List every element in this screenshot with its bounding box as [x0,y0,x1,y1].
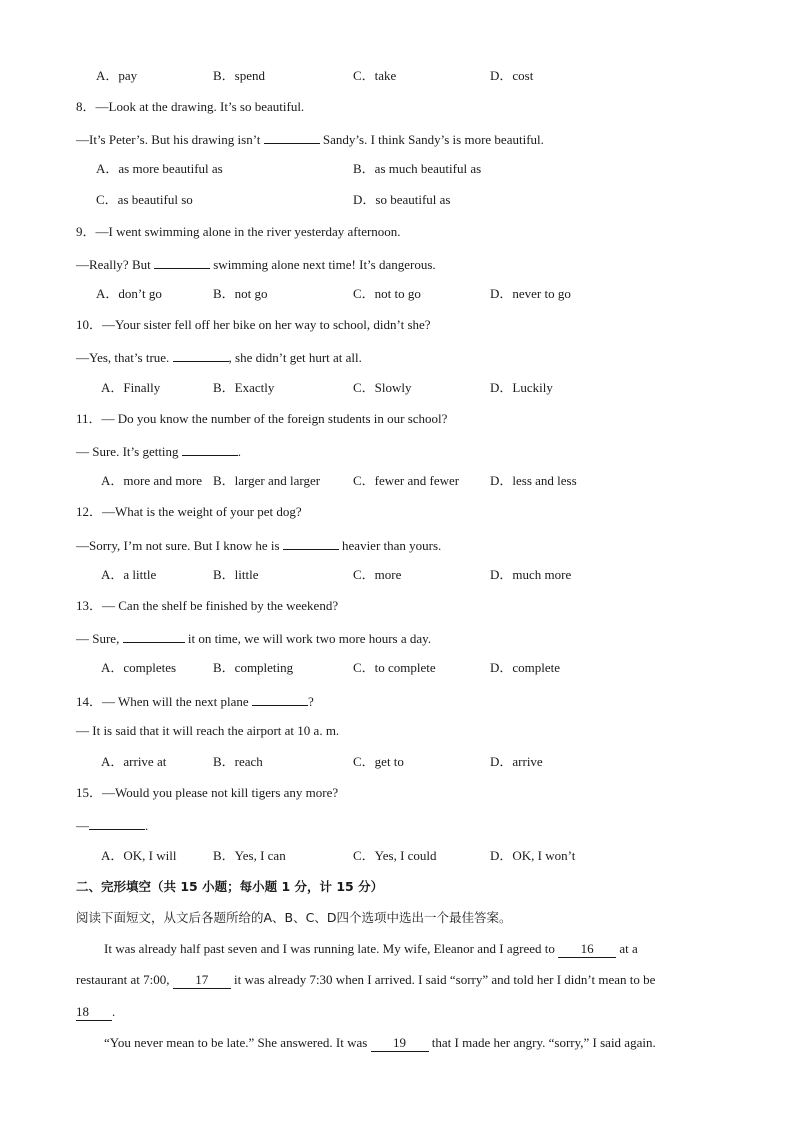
q8-options-row1 [0,160,794,178]
q14-option-d[interactable]: D．arrive [490,754,543,769]
q13-response-end: it on time, we will work two more hours a day. [184,631,432,646]
q13-option-c[interactable]: C．to complete [353,660,436,675]
q8-option-b[interactable]: B．as much beautiful as [353,161,482,176]
blank-16[interactable]: 16 [558,941,616,958]
blank-18[interactable]: 18 [76,1004,112,1021]
q15-question: 15．—Would you please not kill tigers any more? [76,785,339,800]
q15-response [76,815,148,835]
q12-option-c[interactable]: C．more [353,567,402,582]
q14-response: — It is said that it will reach the airport at 10 a. m. [76,723,340,738]
q8-option-c[interactable]: C．as beautiful so [96,192,193,207]
passage-text: . [112,1004,116,1019]
passage-text: at a [616,941,638,956]
q9-blank [154,254,210,269]
q8-response-end: Sandy’s. I think Sandy’s is more beautiful. [319,132,544,147]
q9-response [76,254,436,274]
q8-options-row2 [0,191,794,209]
q11-option-c[interactable]: C．fewer and fewer [353,473,460,488]
q9-question: 9．—I went swimming alone in the river yesterday afternoon. [76,224,401,239]
q13-response [76,628,431,648]
q12-option-d[interactable]: D．much more [490,567,572,582]
q10-blank [173,347,229,362]
q11-blank [182,441,238,456]
passage-text: It was already half past seven and I was running late. My wife, Eleanor and I agreed to [104,941,559,956]
q14-blank [252,691,308,706]
passage-line-1 [104,940,638,958]
section-heading: 二、完形填空（共 15 小题；每小题 1 分，计 15 分） [76,879,384,894]
passage-text: that I made her angry. “sorry,” I said again. [428,1035,656,1050]
q13-blank [123,628,185,643]
q15-option-c[interactable]: C．Yes, I could [353,848,437,863]
q8-question: 8．—Look at the drawing. It’s so beautiful. [76,99,305,114]
q11-question: 11．— Do you know the number of the foreign students in our school? [76,411,448,426]
q10-option-b[interactable]: B．Exactly [213,380,275,395]
q13-options [0,659,794,677]
q8-option-a[interactable]: A．as more beautiful as [96,161,223,176]
q9-option-b[interactable]: B．not go [213,286,268,301]
q13-option-d[interactable]: D．complete [490,660,561,675]
q7-option-d[interactable]: D．cost [490,68,534,83]
q8-blank [264,129,320,144]
q11-option-d[interactable]: D．less and less [490,473,577,488]
q7-option-b[interactable]: B．spend [213,68,266,83]
q15-options [0,847,794,865]
q13-option-b[interactable]: B．completing [213,660,294,675]
q10-option-a[interactable]: A．Finally [101,380,161,395]
q8-response-start: —It’s Peter’s. But his drawing isn’t [76,132,264,147]
q15-option-d[interactable]: D．OK, I won’t [490,848,576,863]
blank-19[interactable]: 19 [371,1035,429,1052]
q10-options [0,379,794,397]
q7-option-a[interactable]: A．pay [96,68,138,83]
q12-question: 12．—What is the weight of your pet dog? [76,504,302,519]
q12-option-a[interactable]: A．a little [101,567,157,582]
q10-response-end: , she didn’t get hurt at all. [228,350,362,365]
passage-text: it was already 7:30 when I arrived. I said “sorry” and told her I didn’t mean to be [230,972,656,987]
q12-option-b[interactable]: B．little [213,567,259,582]
q11-response-start: — Sure. It’s getting [76,444,182,459]
q9-option-a[interactable]: A．don’t go [96,286,162,301]
q15-response-start: — [76,818,89,833]
q12-options [0,566,794,584]
passage-text: “You never mean to be late.” She answered. It was [104,1035,371,1050]
q13-question: 13．— Can the shelf be finished by the weekend? [76,598,339,613]
q11-options [0,472,794,490]
q14-question-start: 14．— When will the next plane [76,694,252,709]
q11-option-a[interactable]: A．more and more [101,473,203,488]
passage-text: restaurant at 7:00, [76,972,173,987]
section-instruction: 阅读下面短文，从文后各题所给的A、B、C、D四个选项中选出一个最佳答案。 [76,910,512,925]
blank-17[interactable]: 17 [173,972,231,989]
q10-option-c[interactable]: C．Slowly [353,380,412,395]
q12-response-end: heavier than yours. [338,538,442,553]
passage-line-4 [104,1034,656,1052]
q9-option-c[interactable]: C．not to go [353,286,421,301]
passage-line-2 [76,971,655,989]
q15-response-end: . [145,818,149,833]
q13-response-start: — Sure, [76,631,123,646]
q14-option-b[interactable]: B．reach [213,754,263,769]
q10-response [76,347,362,367]
q9-response-start: —Really? But [76,257,154,272]
q15-option-b[interactable]: B．Yes, I can [213,848,286,863]
q13-option-a[interactable]: A．completes [101,660,177,675]
q14-options [0,753,794,771]
q8-option-d[interactable]: D．so beautiful as [353,192,451,207]
q12-response-start: —Sorry, I’m not sure. But I know he is [76,538,283,553]
q10-response-start: —Yes, that’s true. [76,350,173,365]
q8-response [76,129,544,149]
q12-response [76,535,441,555]
q11-option-b[interactable]: B．larger and larger [213,473,321,488]
q14-question [76,691,314,711]
q10-question: 10．—Your sister fell off her bike on her way to school, didn’t she? [76,317,431,332]
q14-question-end: ? [307,694,314,709]
q11-response [76,441,241,461]
passage-line-3 [76,1003,115,1021]
q9-option-d[interactable]: D．never to go [490,286,571,301]
q10-option-d[interactable]: D．Luckily [490,380,553,395]
q15-blank [89,815,145,830]
q9-options [0,285,794,303]
q15-option-a[interactable]: A．OK, I will [101,848,177,863]
q9-response-end: swimming alone next time! It’s dangerous. [210,257,436,272]
q12-blank [283,535,339,550]
q7-options [0,67,794,85]
q14-option-c[interactable]: C．get to [353,754,404,769]
q7-option-c[interactable]: C．take [353,68,397,83]
q11-response-end: . [237,444,242,459]
q14-option-a[interactable]: A．arrive at [101,754,167,769]
